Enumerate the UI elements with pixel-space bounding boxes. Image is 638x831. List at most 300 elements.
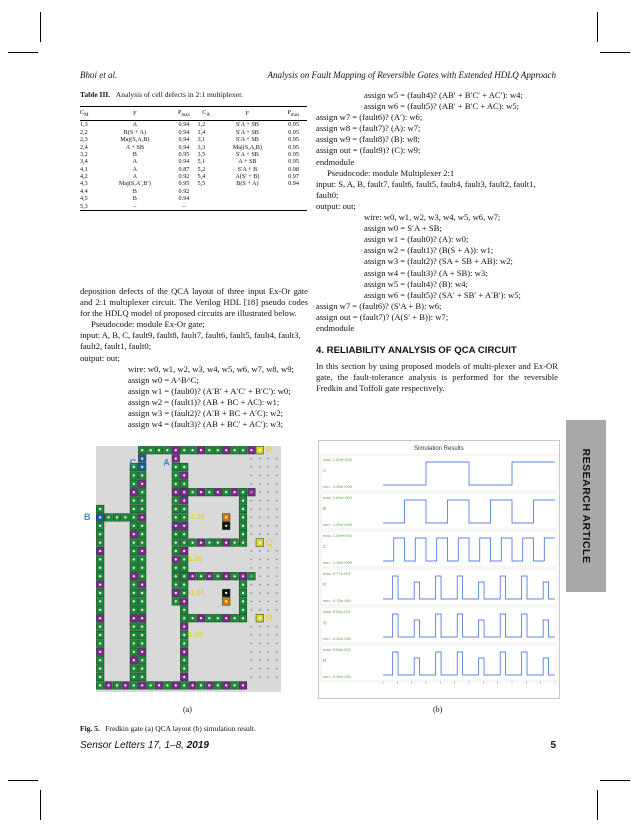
empty-cell-dot xyxy=(251,500,253,502)
qca-cell-dot xyxy=(141,567,143,569)
table-cell xyxy=(280,195,307,202)
qca-cell-dot xyxy=(183,525,185,527)
table-cell: B(S + A) xyxy=(236,180,259,188)
qca-cell-dot xyxy=(192,491,194,493)
table-cell: 4,1 xyxy=(80,165,88,173)
qca-cell-dot xyxy=(116,684,118,686)
code-line: assign w1 = (fault0)? (A): w0; xyxy=(364,234,469,245)
qca-cell-dot xyxy=(133,550,135,552)
empty-cell-dot xyxy=(267,466,269,468)
qca-cell-dot xyxy=(242,525,244,527)
qca-cell-dot xyxy=(192,684,194,686)
page-number: 5 xyxy=(550,740,556,751)
table-cell: 0.95 xyxy=(288,158,299,166)
qca-cell-dot xyxy=(99,584,101,586)
signal-panel xyxy=(321,493,557,529)
qca-cell-dot xyxy=(242,617,244,619)
qca-cell-dot xyxy=(183,491,185,493)
table-row xyxy=(80,195,307,202)
empty-cell-dot xyxy=(251,466,253,468)
output-label-r: R xyxy=(266,613,273,623)
empty-cell-dot xyxy=(276,483,278,485)
table-cell: 0.97 xyxy=(288,173,299,181)
cell-defect-table xyxy=(80,106,307,211)
qca-cell-dot xyxy=(242,584,244,586)
qca-cell-dot xyxy=(133,609,135,611)
qca-cell-dot xyxy=(183,449,185,451)
code-input: input: S, A, B, fault7, fault6, fault5, fault4, fault3, fault2, fault1, fault0; xyxy=(316,178,536,200)
qca-cell-dot xyxy=(175,558,177,560)
empty-cell-dot xyxy=(251,525,253,527)
empty-cell-dot xyxy=(267,500,269,502)
table-cell: 0.95 xyxy=(288,136,299,144)
qca-cell-dot xyxy=(124,516,126,518)
footer-year: 2019 xyxy=(186,740,209,751)
col-header-cm: $C_M$ xyxy=(80,107,99,121)
qca-cell-dot xyxy=(208,684,210,686)
empty-cell-dot xyxy=(267,533,269,535)
input-label-b: B xyxy=(84,512,91,523)
table-cell: S′A + SB xyxy=(235,128,259,136)
empty-cell-dot xyxy=(259,567,261,569)
signal-name: C xyxy=(323,544,327,549)
side-tab xyxy=(566,420,606,592)
table-row xyxy=(80,143,307,150)
crop-mark xyxy=(8,52,38,53)
empty-cell-dot xyxy=(259,575,261,577)
code-output: output: out; xyxy=(316,200,356,211)
empty-cell-dot xyxy=(251,475,253,477)
input-label-c: C xyxy=(129,457,137,468)
qca-cell-dot xyxy=(200,542,202,544)
table-cell: 4,3 xyxy=(80,180,88,188)
output-label-p: P xyxy=(266,445,273,455)
crop-mark xyxy=(8,780,38,781)
table-cell: 0.95 xyxy=(178,180,190,188)
output-label-q: Q xyxy=(266,537,274,548)
signal-min: min: -9.54e-001 xyxy=(323,636,352,641)
qca-cell-dot xyxy=(133,525,135,527)
qca-cell-dot xyxy=(150,684,152,686)
table-cell: 5,4 xyxy=(197,173,206,181)
qca-cell-dot xyxy=(242,684,244,686)
qca-cell-dot xyxy=(99,668,101,670)
qca-cell-dot xyxy=(259,449,261,451)
code-line: assign w5 = (fault4)? (AB′ + B′C′ + AC′): w4; xyxy=(364,90,523,100)
code-line: assign w3 = (fault2)? (A′B + BC + A′C): w2; xyxy=(128,408,284,419)
empty-cell-dot xyxy=(276,533,278,535)
qca-cell-dot xyxy=(133,584,135,586)
signal-name: A xyxy=(323,468,327,473)
qca-cell-dot xyxy=(225,617,227,619)
table-cell: 5,5 xyxy=(197,180,206,188)
empty-cell-dot xyxy=(251,592,253,594)
table-cell: 0.94 xyxy=(178,195,190,203)
empty-cell-dot xyxy=(251,559,253,561)
qca-cell-dot xyxy=(99,516,101,518)
qca-cell-dot xyxy=(141,558,143,560)
qca-cell-dot xyxy=(242,516,244,518)
qca-cell-dot xyxy=(192,449,194,451)
table-cell: 3,4 xyxy=(80,158,88,166)
qca-cell-dot xyxy=(99,575,101,577)
qca-cell-dot xyxy=(183,659,185,661)
signal-min: min: -1.00e+000 xyxy=(323,484,353,489)
signal-min: min: -1.00e+000 xyxy=(323,560,353,565)
empty-cell-dot xyxy=(251,651,253,653)
table-cell: S′A + SB xyxy=(235,150,259,158)
qca-cell-dot xyxy=(141,483,143,485)
qca-cell-dot xyxy=(200,449,202,451)
qca-cell-dot xyxy=(99,533,101,535)
signal-name: P xyxy=(323,582,327,587)
qca-cell-dot xyxy=(175,542,177,544)
crop-mark xyxy=(40,12,41,42)
table-row xyxy=(80,180,307,187)
empty-cell-dot xyxy=(276,609,278,611)
qca-cell-dot xyxy=(124,684,126,686)
code-line: assign w2 = (fault1)? (B(S + A)): w1; xyxy=(364,245,494,256)
empty-cell-dot xyxy=(251,483,253,485)
empty-cell-dot xyxy=(267,550,269,552)
empty-cell-dot xyxy=(259,525,261,527)
qca-cell-dot xyxy=(99,626,101,628)
qca-cell-dot xyxy=(141,684,143,686)
code-line: assign w1 = (fault0)? (A′B′ + A′C′ + B′C′): w0; xyxy=(128,385,291,396)
table-cell: A xyxy=(132,173,138,181)
qca-cell-dot xyxy=(133,516,135,518)
qca-cell-dot xyxy=(133,626,135,628)
figure-caption-text: Fredkin gate (a) QCA layout (b) simulation result. xyxy=(105,724,256,733)
qca-cell-dot xyxy=(141,651,143,653)
qca-cell-dot xyxy=(183,626,185,628)
code-block-continued xyxy=(316,90,558,112)
code-line: assign out = (fault9)? (C): w9; xyxy=(316,145,421,156)
table-cell: 0.94 xyxy=(178,121,190,129)
empty-cell-dot xyxy=(276,659,278,661)
qca-cell-dot xyxy=(242,592,244,594)
qca-cell-dot xyxy=(175,592,177,594)
code-line: assign w6 = (fault5)? (AB′ + B′C + AC): w5; xyxy=(364,101,520,112)
qca-cell-dot xyxy=(242,575,244,577)
empty-cell-dot xyxy=(276,525,278,527)
table-cell: 3,3 xyxy=(197,143,206,151)
qca-cell-dot xyxy=(99,609,101,611)
qca-cell-dot xyxy=(158,684,160,686)
qca-cell-dot xyxy=(175,516,177,518)
qca-cell-dot xyxy=(133,542,135,544)
table-cell: 0.92 xyxy=(178,173,190,181)
code-line: endmodule xyxy=(316,322,355,333)
empty-cell-dot xyxy=(276,626,278,628)
empty-cell-dot xyxy=(259,533,261,535)
table-cell: 2,4 xyxy=(80,143,88,151)
table-cell: 5,1 xyxy=(197,158,206,166)
col-header-ca: $C_A$ xyxy=(197,107,214,121)
qca-cell-dot xyxy=(183,500,185,502)
table-cell: 0.94 xyxy=(178,143,190,151)
empty-cell-dot xyxy=(276,559,278,561)
qca-cell-dot xyxy=(141,491,143,493)
empty-cell-dot xyxy=(251,567,253,569)
table-cell: B(S + A) xyxy=(123,128,147,136)
qca-cell-dot xyxy=(208,575,210,577)
table-row xyxy=(80,173,307,180)
table-cell: A xyxy=(132,121,138,129)
empty-cell-dot xyxy=(267,592,269,594)
code-block-continued-2 xyxy=(316,112,558,167)
qca-cell-dot xyxy=(133,491,135,493)
table-cell: B xyxy=(132,195,137,203)
table-cell: 0.94 xyxy=(178,128,190,136)
qca-cell-dot xyxy=(166,449,168,451)
signal-max: max: 1.00e+000 xyxy=(323,457,352,462)
qca-cell-dot xyxy=(183,466,185,468)
fixed-cell-value: -1.00 xyxy=(188,589,205,597)
qca-cell-dot xyxy=(166,684,168,686)
qca-cell-dot xyxy=(141,550,143,552)
empty-cell-dot xyxy=(267,626,269,628)
empty-cell-dot xyxy=(276,575,278,577)
empty-cell-dot xyxy=(259,651,261,653)
empty-cell-dot xyxy=(259,626,261,628)
qca-cell-dot xyxy=(234,491,236,493)
qca-cell-dot xyxy=(259,542,261,544)
empty-cell-dot xyxy=(259,601,261,603)
section-paragraph: In this section by using proposed models of multi-plexer and Ex-OR gate, the fault-tolerance analysis is performed for the reversible Fredkin and Toffoli gate respectively. xyxy=(316,361,558,394)
crop-mark xyxy=(597,790,598,820)
empty-cell-dot xyxy=(259,500,261,502)
table-cell xyxy=(197,188,214,195)
qca-cell-dot xyxy=(141,500,143,502)
empty-cell-dot xyxy=(251,626,253,628)
qca-cell-dot xyxy=(133,600,135,602)
qca-cell-dot xyxy=(183,575,185,577)
qca-cell-dot xyxy=(141,466,143,468)
empty-cell-dot xyxy=(251,668,253,670)
qca-cell-dot xyxy=(217,684,219,686)
table-cell: A(S′ + B) xyxy=(235,173,260,181)
table-cell: 2,2 xyxy=(80,128,88,136)
empty-cell-dot xyxy=(259,517,261,519)
empty-cell-dot xyxy=(267,475,269,477)
qca-cell-dot xyxy=(141,525,143,527)
code-line: assign out = (fault7)? (A(S′ + B)): w7; xyxy=(316,311,449,322)
qca-cell-dot xyxy=(175,483,177,485)
qca-cell-dot xyxy=(183,634,185,636)
qca-cell-dot xyxy=(175,684,177,686)
empty-cell-dot xyxy=(251,643,253,645)
qca-cell-dot xyxy=(99,542,101,544)
empty-cell-dot xyxy=(259,634,261,636)
qca-cell-dot xyxy=(208,617,210,619)
table-row xyxy=(80,188,307,195)
qca-cell-dot xyxy=(133,659,135,661)
empty-cell-dot xyxy=(267,559,269,561)
table-cell: Maj(S,A,B) xyxy=(120,136,150,144)
empty-cell-dot xyxy=(251,491,253,493)
qca-layout-figure xyxy=(80,440,301,697)
qca-cell-dot xyxy=(183,592,185,594)
empty-cell-dot xyxy=(259,491,261,493)
qca-cell-dot xyxy=(133,500,135,502)
qca-cell-dot xyxy=(141,474,143,476)
table-cell: 0.94 xyxy=(178,158,190,166)
signal-min: min: -9.54e-001 xyxy=(323,674,352,679)
table-row xyxy=(80,202,307,210)
qca-cell-dot xyxy=(225,525,227,527)
qca-cell-dot xyxy=(225,516,227,518)
qca-cell-dot xyxy=(225,600,227,602)
qca-cell-dot xyxy=(99,676,101,678)
qca-cell-dot xyxy=(225,592,227,594)
code-line: assign w0 = A^B^C; xyxy=(128,374,199,385)
simulation-title: Simulation Results xyxy=(414,446,464,452)
table-cell: A + SB xyxy=(238,158,257,166)
empty-cell-dot xyxy=(259,643,261,645)
qca-cell-dot xyxy=(175,508,177,510)
subfigure-label-b: (b) xyxy=(433,705,443,714)
code-block xyxy=(316,212,558,301)
qca-cell-dot xyxy=(192,617,194,619)
table-cell xyxy=(197,202,214,210)
qca-cell-dot xyxy=(183,584,185,586)
table-cell: Maj(S,A′,B′) xyxy=(118,180,151,188)
signal-max: max: 1.00e+000 xyxy=(323,533,352,538)
table-cell: 3,5 xyxy=(197,150,206,158)
table-cell: 0.98 xyxy=(288,165,299,173)
qca-cell-dot xyxy=(225,491,227,493)
qca-cell-dot xyxy=(242,449,244,451)
table-label: Table III. xyxy=(80,90,111,99)
empty-cell-dot xyxy=(267,659,269,661)
empty-cell-dot xyxy=(276,508,278,510)
qca-cell-dot xyxy=(183,609,185,611)
table-cell: A xyxy=(132,165,138,173)
qca-cell-dot xyxy=(183,508,185,510)
empty-cell-dot xyxy=(259,466,261,468)
qca-cell-dot xyxy=(183,651,185,653)
table-cell: 4,2 xyxy=(80,173,88,181)
empty-cell-dot xyxy=(259,659,261,661)
empty-cell-dot xyxy=(276,491,278,493)
empty-cell-dot xyxy=(276,475,278,477)
qca-cell-dot xyxy=(175,600,177,602)
qca-cell-dot xyxy=(217,491,219,493)
empty-cell-dot xyxy=(276,668,278,670)
empty-cell-dot xyxy=(276,500,278,502)
qca-cell-dot xyxy=(183,668,185,670)
qca-background xyxy=(96,446,281,692)
empty-cell-dot xyxy=(259,668,261,670)
qca-cell-dot xyxy=(242,600,244,602)
code-line: assign w2 = (fault1)? (AB + BC + AC): w1; xyxy=(128,396,280,407)
qca-cell-dot xyxy=(141,609,143,611)
qca-cell-dot xyxy=(234,617,236,619)
qca-cell-dot xyxy=(99,600,101,602)
empty-cell-dot xyxy=(267,601,269,603)
table-cell: 0.95 xyxy=(288,128,299,136)
paragraph: deposition defects of the QCA layout of three input Ex-Or gate and 2:1 multiplexer circuit. The Verilog HDL [18] pseudo codes for the HDLQ model of proposed circuits are illustrated below. xyxy=(80,286,308,319)
qca-cell-dot xyxy=(192,542,194,544)
table-row xyxy=(80,136,307,143)
qca-cell-dot xyxy=(141,634,143,636)
empty-cell-dot xyxy=(251,575,253,577)
qca-cell-dot xyxy=(108,516,110,518)
qca-cell-dot xyxy=(225,449,227,451)
qca-cell-dot xyxy=(133,651,135,653)
empty-cell-dot xyxy=(259,584,261,586)
signal-min: min: -9.76e-001 xyxy=(323,598,352,603)
fixed-cell-value: 1.00 xyxy=(188,556,203,564)
qca-cell-dot xyxy=(200,491,202,493)
signal-max: max: 9.54e-001 xyxy=(323,609,351,614)
qca-cell-dot xyxy=(183,516,185,518)
table-cell: S′A + B xyxy=(237,165,258,173)
code-line: assign w0 = S′A + SB; xyxy=(364,223,442,234)
empty-cell-dot xyxy=(251,609,253,611)
table-cell: 3,2 xyxy=(80,150,88,158)
qca-cell-dot xyxy=(175,474,177,476)
qca-cell-dot xyxy=(141,458,143,460)
empty-cell-dot xyxy=(276,458,278,460)
empty-cell-dot xyxy=(259,483,261,485)
footer-journal-name: Sensor Letters 17, 1–8, xyxy=(80,740,187,751)
table-row xyxy=(80,165,307,172)
empty-cell-dot xyxy=(267,458,269,460)
qca-cell-dot xyxy=(141,449,143,451)
col-header-f2: F xyxy=(215,107,280,121)
table-cell xyxy=(280,188,307,195)
code-title: Pseudocode: module Ex-Or gate; xyxy=(91,319,205,330)
empty-cell-dot xyxy=(267,651,269,653)
qca-cell-dot xyxy=(217,575,219,577)
qca-cell-dot xyxy=(141,516,143,518)
qca-cell-dot xyxy=(175,533,177,535)
qca-cell-dot xyxy=(183,558,185,560)
empty-cell-dot xyxy=(259,508,261,510)
empty-cell-dot xyxy=(259,609,261,611)
crop-mark xyxy=(600,52,630,53)
empty-cell-dot xyxy=(251,550,253,552)
qca-cell-dot xyxy=(158,449,160,451)
qca-cell-dot xyxy=(242,609,244,611)
qca-cell-dot xyxy=(250,449,252,451)
qca-cell-dot xyxy=(242,491,244,493)
empty-cell-dot xyxy=(251,517,253,519)
signal-min: min: -1.00e+000 xyxy=(323,522,353,527)
signal-name: Q xyxy=(323,620,327,625)
qca-cell-dot xyxy=(217,542,219,544)
signal-panel xyxy=(321,531,557,567)
qca-cell-dot xyxy=(183,542,185,544)
qca-cell-dot xyxy=(242,533,244,535)
qca-cell-dot xyxy=(175,500,177,502)
table-cell: 0.95 xyxy=(288,150,299,158)
empty-cell-dot xyxy=(259,676,261,678)
empty-cell-dot xyxy=(267,609,269,611)
qca-cell-dot xyxy=(99,567,101,569)
empty-cell-dot xyxy=(276,676,278,678)
empty-cell-dot xyxy=(259,592,261,594)
qca-cell-dot xyxy=(208,542,210,544)
empty-cell-dot xyxy=(251,584,253,586)
table-cell xyxy=(215,202,280,210)
empty-cell-dot xyxy=(251,458,253,460)
qca-cell-dot xyxy=(99,525,101,527)
table-title: Analysis of cell defects in 2:1 multiplexer. xyxy=(115,90,244,99)
qca-cell-dot xyxy=(234,542,236,544)
